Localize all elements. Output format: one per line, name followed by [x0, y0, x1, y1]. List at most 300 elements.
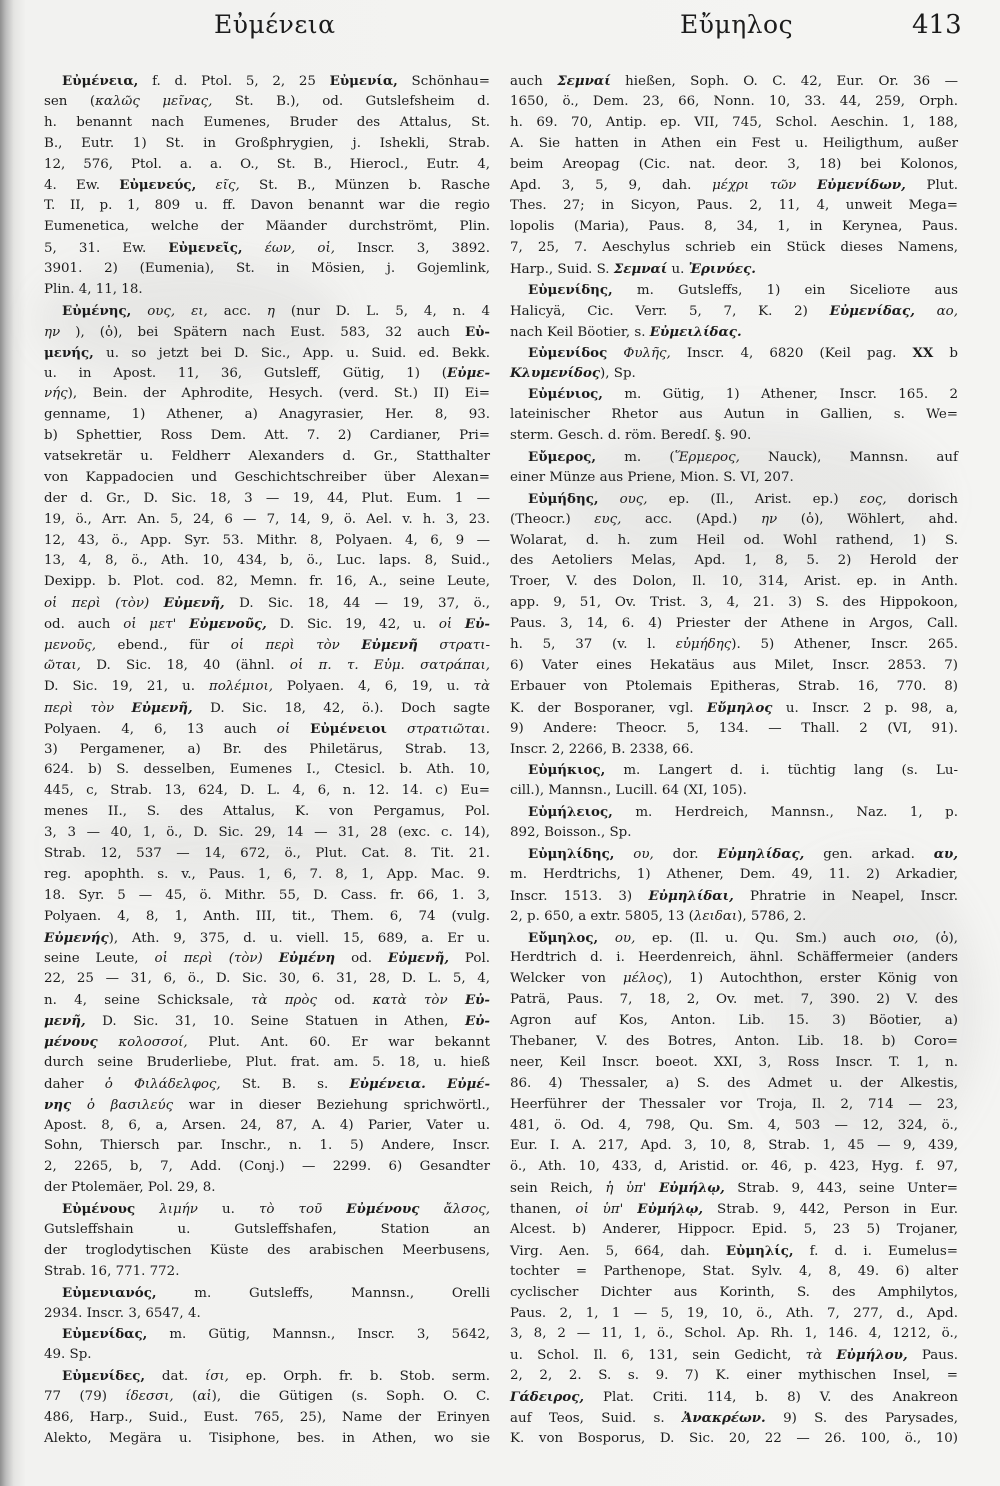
text-run: m. Gutsleffs, 1) ein Sicelioте aus [612, 282, 958, 298]
text-run: acc. (Apd.) [621, 511, 761, 527]
greek-bold-italic: Εὐμειλίδας. [649, 323, 742, 340]
text-line [44, 572, 490, 593]
text-line [44, 322, 490, 343]
text-run: D. Sic. 18, 42, ö.). Doch sagte [192, 700, 490, 716]
text-run: St. B.), od. Gutslefsheim d. [212, 93, 490, 109]
entry-first-line [510, 384, 958, 405]
text-run: nach Keil Böotier, s. [510, 324, 650, 340]
headword: Εὐμένεια, [62, 73, 139, 89]
entry-first-line [510, 802, 958, 823]
text-run [196, 178, 215, 193]
text-line [44, 1095, 490, 1116]
text-line [44, 614, 490, 635]
text-run: 5, 31. Ew. [44, 241, 169, 257]
text-line [44, 259, 490, 280]
text-line [44, 92, 490, 113]
greek-italic: κατὰ τὸν [372, 993, 465, 1009]
entry-first-line [44, 301, 490, 322]
text-run: m. Langert d. i. tüchtig lang (s. Lu- [605, 763, 958, 779]
text-line [44, 175, 490, 196]
text-run: Virg. Aen. 5, 664, dah. [510, 1243, 726, 1259]
greek-bold-italic: Εὐ- [464, 616, 490, 633]
text-run: ep. (Il. u. Qu. Sm.) auch [635, 930, 893, 946]
greek-italic: οιο, [892, 930, 919, 946]
text-run: Schönhau= [397, 74, 490, 89]
text-run: auch [510, 74, 558, 89]
text-line [44, 781, 490, 802]
text-run: (Theocr.) [510, 511, 595, 527]
entry-first-line [510, 760, 958, 781]
text-run: h. benannt nach Eumenes, Bruder des Attalus, St. [44, 114, 490, 130]
text-run: Harp., Suid. S. [510, 262, 614, 278]
text-run: Inscr. 4, 6820 (Keil pag. [670, 345, 913, 361]
headword: Εὐμενίδες, [62, 1368, 146, 1385]
greek-italic: μέχρι τῶν [712, 178, 817, 194]
text-run: app. 9, 51, Ov. Trist. 3, 4, 21. 3) S. des Hippokoon, [510, 595, 958, 611]
text-run: 1650, ö., Dem. 23, 66, Nonn. 10, 33. 44, 259, Orph. [510, 93, 958, 109]
running-header [0, 4, 1000, 48]
greek-bold-italic: μένους [44, 1033, 98, 1050]
text-run: der d. Gr., D. Sic. 18, 3 — 19, 44, Plut. Eum. 1 — [44, 490, 490, 506]
text-line [44, 426, 490, 447]
text-line [44, 823, 490, 844]
text-run [599, 492, 620, 507]
text-run: Strab. 9, 443, seine Unter= [724, 1181, 958, 1197]
greek-italic: ευς, [594, 511, 622, 527]
text-line [44, 677, 490, 698]
text-run: (nur D. L. 5, 4, n. 4 [274, 303, 490, 319]
text-run: 3) Pergamener, a) Br. des Philetärus, Strab. 13, [44, 741, 490, 757]
text-run: seine Leute, [44, 951, 155, 967]
text-line [510, 1304, 958, 1325]
text-run: dat. [145, 1369, 205, 1385]
greek-italic: στρατιῶται. [386, 721, 490, 737]
text-run: 2, 2265, b, 7, Add. (Conj.) — 2299. 6) Gesandter [44, 1159, 490, 1175]
text-line [44, 468, 490, 489]
text-run: durch seine Bruderliebe, Plut. frat. am. 5. 18, u. hieß [44, 1054, 490, 1070]
text-run: h. 5, 37 (v. l. [510, 637, 676, 653]
text-run: Troer, V. des Dolon, Il. 10, 314, Arist. ep. in Anth. [510, 574, 958, 590]
text-line [44, 1157, 490, 1178]
text-run: K. der Bosporaner, vgl. [510, 700, 707, 716]
text-run: D. Sic. 31, 10. Seine Statuen in Athen, [85, 1014, 465, 1030]
text-line [510, 1241, 958, 1262]
text-run: ). 5) Athener, Inscr. 265. [731, 637, 958, 653]
greek-bold-italic: νης [44, 1096, 72, 1113]
text-run [614, 847, 633, 862]
greek-italic: εῖς, [215, 178, 240, 194]
text-run: B., Eutr. 1) St. in Großphrygien, j. Ishekli, Strab. [44, 135, 490, 151]
entry-first-line [44, 1366, 490, 1387]
text-run: reg. apophth. s. v., Paus. 1, 6, 7. 8, 1, App. Mac. 9. [44, 866, 490, 882]
text-run: 3, 3 — 40, 1, ö., D. Sic. 29, 14 — 31, 28 (exc. c. 14), [44, 825, 490, 841]
greek-italic: οἱ ὑπ' [575, 1202, 638, 1218]
greek-bold-italic: Γάδειρος, [510, 1389, 585, 1406]
greek-bold-italic: Κλυμενίδος [510, 365, 601, 382]
text-line [44, 1011, 490, 1032]
greek-bold-italic: Εὐμενίδων, [816, 177, 906, 194]
text-run: Apd. 3, 5, 9, dah. [510, 178, 713, 194]
text-run: ep. Orph. fr. b. Stob. serm. [228, 1369, 490, 1385]
text-run: m. Gutsleffs, Mannsn., Orelli [156, 1285, 490, 1301]
text-run: einer Münze aus Priene, Mion. S. VI, 207. [510, 469, 794, 485]
text-line [510, 1199, 958, 1220]
text-run: thanen, [510, 1202, 576, 1218]
text-line [44, 217, 490, 238]
greek-italic: η [266, 303, 275, 319]
greek-italic: πολέμιοι, [208, 678, 273, 694]
text-run: (ὁ), Wöhlert, ahd. [777, 511, 959, 527]
text-run: Eur. I. A. 217, Apd. 3, 10, 8, Strab. 1, 45 — 9, 439, [510, 1138, 958, 1154]
text-run: beim Areopag (Cic. nat. deor. 3, 18) bei Kolonos, [510, 156, 958, 172]
text-line [510, 1011, 958, 1032]
text-run: neer, Keil Inscr. boeot. XXI, 3, Ross Inscr. T. 1, n. [510, 1054, 958, 1070]
text-run: Inscr. 2, 2266, B. 2338, 66. [510, 741, 694, 757]
greek-bold-italic: Εὐμήλῳ, [637, 1201, 704, 1218]
text-line [44, 635, 490, 656]
text-run: dor. [653, 846, 718, 862]
headword: Εὐμήλειος, [528, 804, 613, 821]
text-line [44, 1032, 490, 1053]
text-line [44, 990, 490, 1011]
text-run: Thes. 27; in Sicyon, Paus. 2, 11, 4, unweit Mega= [510, 198, 958, 214]
text-run: D. Sic. 18, 44 — 19, 37, ö., [224, 596, 491, 612]
text-line [44, 719, 490, 740]
headword: Εὐμενία, [329, 73, 398, 89]
headword: Εὐμένιος, [528, 386, 603, 403]
greek-italic: έων, οἱ, [264, 241, 335, 257]
text-line [510, 1408, 958, 1429]
text-line [510, 823, 958, 844]
greek-italic: οἱ περὶ τὸν [230, 638, 362, 654]
greek-bold-italic: Εὐμένους [346, 1201, 420, 1218]
text-run: ), die Gütigen (s. Soph. O. C. [211, 1389, 491, 1405]
text-run: sein Reich, [510, 1181, 606, 1197]
greek-italic: ους, [619, 491, 648, 507]
text-line [510, 1283, 958, 1304]
header-right-guide-word: Εὔμηλος [680, 10, 794, 39]
text-run: cill.), Mannsn., Lucill. 64 (XI, 105). [510, 783, 747, 799]
text-run: Plut. [905, 178, 958, 194]
headword: Εὐμένους [62, 1201, 136, 1218]
text-run: daher [44, 1076, 105, 1092]
text-line [44, 886, 490, 907]
text-line [44, 363, 490, 384]
text-run: h. 69. 70, Antip. ep. VII, 745, Schol. Aeschin. 1, 188, [510, 114, 958, 130]
text-run: T. II, p. 1, 809 u. ff. Davon benannt war die regio [44, 198, 490, 214]
greek-italic: νής [44, 386, 68, 402]
text-line [510, 426, 958, 447]
text-line [510, 614, 958, 635]
greek-italic: οἱ μετ' [123, 617, 190, 633]
text-run: Nauck), Mannsn. auf [739, 450, 958, 466]
greek-bold-italic: Εὐμενῆ [361, 637, 418, 654]
text-run: Polyaen. 4, 8, 1, Anth. III, tit., Them. 6, 74 (vulg. [44, 908, 490, 924]
greek-italic: ἄλσος, [419, 1202, 491, 1218]
text-run: cyclischer Dichter aus Korinth, S. des Amphilytos, [510, 1284, 958, 1300]
greek-bold-italic: μενῆ, [44, 1013, 86, 1030]
headword: Εὐμένειοι [310, 720, 387, 737]
greek-italic: ίδεσσι, [125, 1389, 174, 1405]
greek-bold-italic: Εὐμενῆ, [387, 950, 450, 967]
text-line [510, 1220, 958, 1241]
greek-italic: αο, [914, 303, 958, 319]
greek-italic: τὰ [473, 678, 490, 694]
text-line [44, 865, 490, 886]
text-line [44, 1220, 490, 1241]
greek-bold-italic: Εὐμενοῦς, [189, 616, 267, 633]
text-run: auf Teos, Suid. s. [510, 1411, 682, 1426]
text-line [510, 1366, 958, 1387]
greek-italic: Ἕρμερος, [674, 450, 740, 466]
greek-italic: οἱ περὶ (τὸν) [44, 596, 164, 612]
text-run: 2, p. 650, a extr. 5805, 13 ( [510, 908, 694, 924]
text-line [44, 384, 490, 405]
text-run: menes II., S. des Attalus, K. von Pergamus, Pol. [44, 804, 490, 820]
text-run: Sohn, Thiersch par. Inschr., n. 1. 5) Andere, Inscr. [44, 1138, 490, 1154]
text-run: ), Sp. [600, 366, 636, 382]
text-run: acc. [207, 303, 267, 319]
greek-italic: ην [44, 324, 61, 340]
text-run: Erbauer von Ptolemais Epitheras, Strab. 16, 770. 8) [510, 678, 958, 694]
text-run: 12, 576, Ptol. a. a. O., St. B., Hierocl., Eutr. 4, [44, 156, 490, 172]
text-line [510, 1324, 958, 1345]
text-line [44, 1074, 490, 1095]
text-line [44, 1408, 490, 1429]
text-run: f. d. i. Eumelus= [793, 1243, 958, 1259]
text-line [44, 1116, 490, 1137]
text-run: Pol. [449, 951, 490, 967]
text-line [44, 280, 490, 301]
headword: Εὐμηλίδης, [528, 845, 615, 862]
text-line [44, 155, 490, 176]
headword: Εὐμηλίς, [725, 1242, 794, 1259]
text-run: Strab. 12, 537 — 14, 672, ö., Plut. Cat. 8. Tit. 21. [44, 845, 490, 861]
text-line [510, 1178, 958, 1199]
text-run: ), Bein. der Aphrodite, Hesych. (verd. St.) II) Ei= [67, 386, 490, 402]
text-run: Plin. 4, 11, 18. [44, 281, 143, 297]
greek-italic: λειδαι [693, 908, 738, 924]
greek-bold-italic: Εὐμέ- [447, 1075, 490, 1092]
text-run: 4. Ew. [44, 178, 120, 194]
text-run: 3, 8, 2 — 11, 1, ö., Schol. Ap. Rh. 1, 146. 4, 1212, ö., [510, 1326, 958, 1342]
text-run: Welcker von [510, 971, 623, 987]
greek-bold-italic: αυ, [933, 845, 958, 862]
text-line [510, 781, 958, 802]
text-run: b) Sphettier, Ross Dem. Att. 7. 2) Cardianer, Pri= [44, 428, 490, 444]
headword: XX [912, 344, 934, 361]
text-run: ep. (Il., Arist. ep.) [647, 491, 860, 507]
text-run: Inscr. 1513. 3) [510, 888, 649, 904]
text-line [44, 134, 490, 155]
text-run: u. Schol. Il. 6, 131, sein Gedicht, [510, 1348, 806, 1364]
text-run: St. B., Münzen b. Rasche [239, 178, 490, 194]
greek-bold-italic: Εὐμήλῳ, [658, 1180, 725, 1197]
text-line [44, 698, 490, 719]
entry-first-line [44, 71, 490, 92]
text-line [510, 1116, 958, 1137]
greek-italic: ην [761, 511, 778, 527]
page-number: 413 [912, 10, 962, 40]
headword: Εὔμερος, [528, 449, 597, 466]
text-run: f. d. Ptol. 5, 2, 25 [138, 74, 330, 89]
text-line [510, 1074, 958, 1095]
headword: Εὐμενεύς, [119, 177, 197, 194]
text-run: ( [173, 1389, 198, 1405]
text-run: dorisch [886, 491, 959, 507]
text-line [510, 907, 958, 928]
text-line [510, 134, 958, 155]
text-line [510, 196, 958, 217]
text-line [44, 1429, 490, 1450]
text-run: Paus. 2, 1, 1 — 5, 19, 10, ö., Ath. 7, 277, d., Apd. [510, 1305, 958, 1321]
text-run: 7, 25, 7. Aeschylus schrieb ein Stück dieses Namens, [510, 240, 958, 256]
greek-bold-italic: Εὐ- [464, 992, 490, 1009]
text-line [510, 698, 958, 719]
text-line [44, 551, 490, 572]
text-run: u. in Apost. 11, 36, Gutsleff, Gütig, 1) ( [44, 366, 447, 382]
text-run: 77 (79) [44, 1389, 126, 1405]
greek-bold-italic: Εὐμενῆ, [163, 595, 225, 612]
text-line [510, 1262, 958, 1283]
greek-bold-italic: Εὐμηλίδαι, [648, 887, 734, 904]
text-run: Paträ, Paus. 7, 18, 2, Ov. met. 7, 390. 2) V. des [510, 992, 958, 1008]
text-line [510, 1345, 958, 1366]
text-run: Phratrie in Neapel, Inscr. [733, 888, 958, 904]
text-line [44, 1241, 490, 1262]
headword: Εὐμένης, [62, 302, 132, 319]
text-run: Thebaner, V. des Botres, Anton. Lib. 18. b) Coro= [510, 1033, 958, 1049]
text-run: Plut. Ant. 60. Er war bekannt [187, 1034, 490, 1050]
text-run: m. Herdreich, Mannsn., Naz. 1, p. [612, 805, 958, 821]
text-run: Heerführer der Thessaler vor Troja, Il. 2, 714 — 23, [510, 1096, 958, 1112]
text-run: Dexipp. b. Plot. cod. 82, Memn. fr. 16, A., seine Leute, [44, 574, 490, 590]
text-line [510, 656, 958, 677]
text-run: D. Sic. 19, 42, u. [266, 617, 439, 633]
text-run: des Aetoliers Melas, Apd. 1, 8, 5. 2) Herold der [510, 553, 958, 569]
greek-bold-italic: Ἐρινύες. [688, 261, 756, 278]
text-line [510, 155, 958, 176]
text-line [44, 1262, 490, 1283]
text-line [44, 1304, 490, 1325]
text-line [510, 1157, 958, 1178]
text-run: der troglodytischen Küste des arabischen Meerbusens, [44, 1242, 490, 1258]
text-line [510, 468, 958, 489]
text-run: 445, c, Strab. 13, 624, D. L. 4, 6, n. 12. 14. c) Eu= [44, 783, 490, 799]
text-line [510, 301, 958, 322]
greek-italic: μενοῦς, [44, 638, 96, 654]
text-run: od. auch [44, 617, 124, 633]
text-run: u. [197, 1202, 259, 1218]
text-line [510, 719, 958, 740]
text-run: b [933, 345, 959, 361]
text-run: u. so jetzt bei D. Sic., App. u. Suid. ed. Bekk. [93, 345, 490, 361]
text-column-left [44, 71, 490, 1450]
text-line [510, 217, 958, 238]
text-run: ö., Ath. 10, 433, d, Aristid. or. 46, p. 423, Hyg. f. 97, [510, 1159, 958, 1175]
text-run [426, 1077, 447, 1092]
text-line [510, 1136, 958, 1157]
text-run: n. 4, seine Schicksale, [44, 993, 251, 1009]
text-run: gen. arkad. [804, 846, 934, 862]
text-line [510, 363, 958, 384]
greek-italic: οἱ [438, 617, 465, 633]
greek-bold-italic: Εὐμένεια. [349, 1075, 426, 1092]
entry-first-line [510, 343, 958, 364]
text-column-right [510, 71, 958, 1450]
text-line [44, 907, 490, 928]
text-line [510, 322, 958, 343]
text-run: 9) S. des Parysades, [765, 1411, 958, 1426]
headword: Εὐμήδης, [528, 490, 599, 507]
headword: Εὐμήκιος, [528, 762, 606, 779]
text-line [510, 865, 958, 886]
text-line [510, 405, 958, 426]
text-line [44, 948, 490, 969]
greek-italic: κολοσσοί, [97, 1034, 188, 1050]
text-run: sterm. Gesch. d. röm. Beredſ. §. 90. [510, 428, 752, 444]
entry-first-line [44, 1324, 490, 1345]
text-line [44, 656, 490, 677]
text-line [44, 844, 490, 865]
greek-italic: ίσι, [204, 1369, 229, 1385]
greek-italic: ὁ βασιλεύς [71, 1097, 174, 1113]
entry-first-line [510, 489, 958, 510]
text-line [510, 531, 958, 552]
entry-first-line [510, 447, 958, 468]
text-run: St. B. s. [220, 1076, 350, 1092]
text-run: lateinischer Rhetor aus Autun in Gallien, s. We= [510, 407, 958, 423]
text-run: 624. b) S. desselben, Eumenes I., Ctesicl. b. Ath. 10, [44, 762, 490, 778]
text-line [510, 551, 958, 572]
greek-italic: τὰ [805, 1348, 837, 1364]
text-run: Halicyä, Cic. Verr. 5, 7, K. 2) [510, 303, 830, 319]
greek-italic: ου, [614, 930, 636, 946]
entry-first-line [44, 1283, 490, 1304]
greek-italic: λιμήν [135, 1202, 198, 1218]
greek-italic: οἱ περὶ (τὸν) [154, 951, 279, 967]
text-run: ), Ath. 9, 375, d. u. viell. 15, 689, a. Er u. [108, 930, 490, 946]
text-line [44, 196, 490, 217]
text-run: 481, ö. Od. 4, 798, Qu. Sm. 4, 503 — 12, 324, ö., [510, 1117, 958, 1133]
text-run: 86. 4) Thessaler, a) S. des Admet u. der Alkestis, [510, 1075, 958, 1091]
greek-bold-italic: Ἀνακρέων. [681, 1410, 766, 1426]
text-run: Inscr. 3, 3892. [334, 241, 490, 257]
text-run: m. Herdtrichs, 1) Athener, Dem. 49, 11. 2) Arkadier, [510, 866, 958, 882]
text-run: Plat. Criti. 114, b. 8) V. des Anakreon [584, 1390, 958, 1406]
text-line [44, 740, 490, 761]
text-line [510, 969, 958, 990]
text-run: 2934. Inscr. 3, 6547, 4. [44, 1305, 201, 1321]
text-run: von Kappadocien und Geschichtschreiber über Alexan= [44, 469, 490, 485]
text-line [44, 510, 490, 531]
text-line [510, 572, 958, 593]
entry-first-line [510, 280, 958, 301]
headword: μενής, [44, 344, 94, 361]
text-run: 13, 4, 8, ö., Ath. 10, 434, b, ö., Luc. laps. 8, Suid., [44, 553, 490, 569]
text-run: 892, Boisson., Sp. [510, 825, 632, 841]
text-line [44, 113, 490, 134]
text-run: od. [335, 951, 388, 967]
text-run: der Ptolemäer, Pol. 29, 8. [44, 1180, 216, 1196]
entry-first-line [44, 1199, 490, 1220]
text-run: od. [316, 993, 373, 1009]
headword: Εὐ- [464, 323, 490, 340]
greek-italic: εὐμήδης [675, 637, 732, 653]
text-run: Agron auf Kos, Anton. Lib. 15. 3) Böotier, a) [510, 1013, 958, 1029]
text-line [44, 238, 490, 259]
text-line [510, 238, 958, 259]
